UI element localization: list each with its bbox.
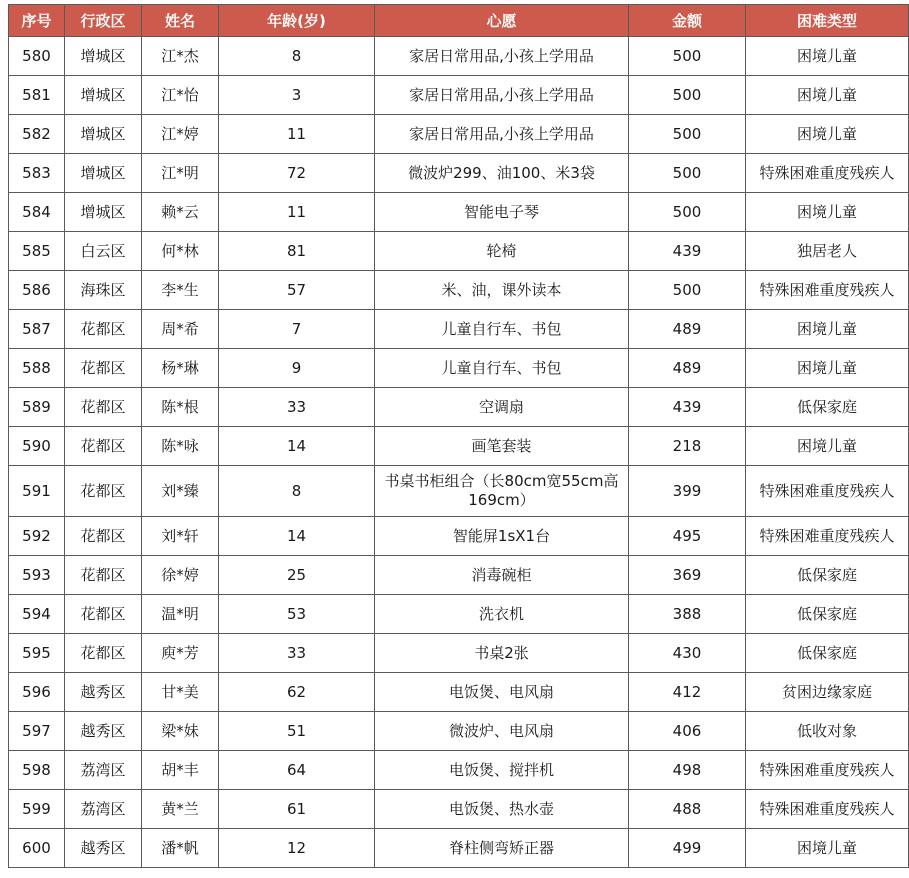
cell-index: 583 <box>9 154 65 193</box>
cell-name: 周*希 <box>142 310 219 349</box>
cell-amount: 500 <box>629 193 746 232</box>
cell-age: 14 <box>219 517 375 556</box>
cell-amount: 430 <box>629 634 746 673</box>
cell-age: 3 <box>219 76 375 115</box>
cell-district: 花都区 <box>65 310 142 349</box>
cell-district: 白云区 <box>65 232 142 271</box>
table-row <box>9 427 909 466</box>
cell-name: 江*明 <box>142 154 219 193</box>
cell-index: 589 <box>9 388 65 427</box>
cell-name: 庾*芳 <box>142 634 219 673</box>
cell-index: 582 <box>9 115 65 154</box>
cell-category: 独居老人 <box>746 232 909 271</box>
cell-category: 困境儿童 <box>746 193 909 232</box>
cell-index: 580 <box>9 37 65 76</box>
cell-wish: 书桌书柜组合（长80cm宽55cm高169cm） <box>375 466 629 517</box>
cell-name: 梁*妹 <box>142 712 219 751</box>
cell-category: 困境儿童 <box>746 37 909 76</box>
cell-amount: 495 <box>629 517 746 556</box>
table-row <box>9 37 909 76</box>
cell-index: 585 <box>9 232 65 271</box>
cell-wish: 洗衣机 <box>375 595 629 634</box>
cell-age: 53 <box>219 595 375 634</box>
cell-age: 9 <box>219 349 375 388</box>
cell-index: 586 <box>9 271 65 310</box>
cell-name: 江*婷 <box>142 115 219 154</box>
cell-wish: 电饭煲、搅拌机 <box>375 751 629 790</box>
cell-name: 陈*根 <box>142 388 219 427</box>
cell-district: 越秀区 <box>65 829 142 868</box>
cell-district: 荔湾区 <box>65 751 142 790</box>
cell-amount: 412 <box>629 673 746 712</box>
cell-category: 低保家庭 <box>746 556 909 595</box>
cell-age: 33 <box>219 634 375 673</box>
table-row <box>9 115 909 154</box>
cell-age: 8 <box>219 466 375 517</box>
table-row <box>9 271 909 310</box>
cell-amount: 500 <box>629 76 746 115</box>
cell-name: 徐*婷 <box>142 556 219 595</box>
cell-wish: 家居日常用品,小孩上学用品 <box>375 115 629 154</box>
cell-amount: 406 <box>629 712 746 751</box>
cell-age: 8 <box>219 37 375 76</box>
cell-amount: 498 <box>629 751 746 790</box>
cell-wish: 书桌2张 <box>375 634 629 673</box>
cell-wish: 微波炉299、油100、米3袋 <box>375 154 629 193</box>
cell-amount: 439 <box>629 388 746 427</box>
cell-category: 低保家庭 <box>746 634 909 673</box>
cell-district: 越秀区 <box>65 712 142 751</box>
cell-index: 593 <box>9 556 65 595</box>
header-row <box>9 5 909 37</box>
cell-wish: 电饭煲、热水壶 <box>375 790 629 829</box>
cell-name: 江*怡 <box>142 76 219 115</box>
cell-wish: 轮椅 <box>375 232 629 271</box>
col-header-age: 年龄(岁) <box>219 5 375 37</box>
cell-wish: 儿童自行车、书包 <box>375 349 629 388</box>
cell-age: 25 <box>219 556 375 595</box>
cell-age: 33 <box>219 388 375 427</box>
cell-amount: 439 <box>629 232 746 271</box>
cell-category: 特殊困难重度残疾人 <box>746 154 909 193</box>
cell-name: 刘*臻 <box>142 466 219 517</box>
cell-wish: 智能电子琴 <box>375 193 629 232</box>
cell-index: 592 <box>9 517 65 556</box>
cell-amount: 489 <box>629 349 746 388</box>
cell-category: 特殊困难重度残疾人 <box>746 517 909 556</box>
cell-amount: 399 <box>629 466 746 517</box>
table-row <box>9 193 909 232</box>
cell-amount: 488 <box>629 790 746 829</box>
cell-amount: 500 <box>629 37 746 76</box>
cell-index: 581 <box>9 76 65 115</box>
cell-index: 587 <box>9 310 65 349</box>
cell-age: 62 <box>219 673 375 712</box>
cell-category: 困境儿童 <box>746 427 909 466</box>
cell-district: 增城区 <box>65 154 142 193</box>
cell-name: 潘*帆 <box>142 829 219 868</box>
table-row <box>9 388 909 427</box>
cell-amount: 369 <box>629 556 746 595</box>
cell-age: 11 <box>219 193 375 232</box>
table-row <box>9 466 909 517</box>
cell-wish: 空调扇 <box>375 388 629 427</box>
cell-district: 花都区 <box>65 634 142 673</box>
cell-wish: 微波炉、电风扇 <box>375 712 629 751</box>
cell-amount: 388 <box>629 595 746 634</box>
cell-wish: 智能屏1sX1台 <box>375 517 629 556</box>
cell-age: 81 <box>219 232 375 271</box>
cell-category: 困境儿童 <box>746 829 909 868</box>
cell-name: 黄*兰 <box>142 790 219 829</box>
cell-index: 596 <box>9 673 65 712</box>
table-row <box>9 673 909 712</box>
table-row <box>9 556 909 595</box>
cell-name: 甘*美 <box>142 673 219 712</box>
table-row <box>9 349 909 388</box>
col-header-category: 困难类型 <box>746 5 909 37</box>
col-header-amount: 金额 <box>629 5 746 37</box>
cell-name: 赖*云 <box>142 193 219 232</box>
cell-age: 61 <box>219 790 375 829</box>
cell-district: 增城区 <box>65 193 142 232</box>
cell-category: 困境儿童 <box>746 310 909 349</box>
cell-name: 温*明 <box>142 595 219 634</box>
table-row <box>9 829 909 868</box>
cell-name: 李*生 <box>142 271 219 310</box>
col-header-wish: 心愿 <box>375 5 629 37</box>
cell-category: 特殊困难重度残疾人 <box>746 466 909 517</box>
table-row <box>9 517 909 556</box>
cell-index: 594 <box>9 595 65 634</box>
cell-age: 14 <box>219 427 375 466</box>
cell-index: 591 <box>9 466 65 517</box>
cell-district: 荔湾区 <box>65 790 142 829</box>
cell-category: 特殊困难重度残疾人 <box>746 790 909 829</box>
table-row <box>9 790 909 829</box>
cell-amount: 218 <box>629 427 746 466</box>
cell-district: 增城区 <box>65 115 142 154</box>
cell-index: 584 <box>9 193 65 232</box>
cell-index: 588 <box>9 349 65 388</box>
cell-district: 花都区 <box>65 556 142 595</box>
cell-name: 江*杰 <box>142 37 219 76</box>
cell-district: 增城区 <box>65 37 142 76</box>
cell-district: 越秀区 <box>65 673 142 712</box>
cell-amount: 489 <box>629 310 746 349</box>
cell-wish: 消毒碗柜 <box>375 556 629 595</box>
cell-category: 低保家庭 <box>746 388 909 427</box>
cell-age: 11 <box>219 115 375 154</box>
cell-index: 600 <box>9 829 65 868</box>
table-body <box>9 37 909 868</box>
cell-amount: 499 <box>629 829 746 868</box>
cell-district: 海珠区 <box>65 271 142 310</box>
cell-category: 贫困边缘家庭 <box>746 673 909 712</box>
cell-amount: 500 <box>629 154 746 193</box>
cell-wish: 家居日常用品,小孩上学用品 <box>375 76 629 115</box>
cell-index: 595 <box>9 634 65 673</box>
cell-index: 598 <box>9 751 65 790</box>
cell-age: 64 <box>219 751 375 790</box>
cell-district: 花都区 <box>65 517 142 556</box>
cell-age: 7 <box>219 310 375 349</box>
cell-district: 增城区 <box>65 76 142 115</box>
table-row <box>9 232 909 271</box>
cell-age: 12 <box>219 829 375 868</box>
cell-wish: 儿童自行车、书包 <box>375 310 629 349</box>
cell-name: 胡*丰 <box>142 751 219 790</box>
col-header-index: 序号 <box>9 5 65 37</box>
cell-name: 刘*轩 <box>142 517 219 556</box>
cell-district: 花都区 <box>65 466 142 517</box>
table-row <box>9 634 909 673</box>
cell-district: 花都区 <box>65 595 142 634</box>
cell-wish: 电饭煲、电风扇 <box>375 673 629 712</box>
cell-wish: 家居日常用品,小孩上学用品 <box>375 37 629 76</box>
table-row <box>9 154 909 193</box>
cell-name: 杨*琳 <box>142 349 219 388</box>
cell-district: 花都区 <box>65 349 142 388</box>
cell-category: 困境儿童 <box>746 76 909 115</box>
cell-category: 困境儿童 <box>746 349 909 388</box>
col-header-district: 行政区 <box>65 5 142 37</box>
cell-district: 花都区 <box>65 388 142 427</box>
table-row <box>9 751 909 790</box>
cell-age: 51 <box>219 712 375 751</box>
cell-age: 72 <box>219 154 375 193</box>
cell-name: 陈*咏 <box>142 427 219 466</box>
cell-category: 特殊困难重度残疾人 <box>746 751 909 790</box>
cell-wish: 画笔套装 <box>375 427 629 466</box>
cell-wish: 米、油，课外读本 <box>375 271 629 310</box>
table-row <box>9 712 909 751</box>
wish-table <box>8 4 909 868</box>
cell-name: 何*林 <box>142 232 219 271</box>
cell-index: 599 <box>9 790 65 829</box>
col-header-name: 姓名 <box>142 5 219 37</box>
table-row <box>9 310 909 349</box>
table-row <box>9 76 909 115</box>
cell-index: 597 <box>9 712 65 751</box>
cell-category: 低保家庭 <box>746 595 909 634</box>
cell-district: 花都区 <box>65 427 142 466</box>
cell-category: 特殊困难重度残疾人 <box>746 271 909 310</box>
table-row <box>9 595 909 634</box>
cell-age: 57 <box>219 271 375 310</box>
cell-wish: 脊柱侧弯矫正器 <box>375 829 629 868</box>
cell-index: 590 <box>9 427 65 466</box>
cell-category: 困境儿童 <box>746 115 909 154</box>
cell-amount: 500 <box>629 115 746 154</box>
cell-category: 低收对象 <box>746 712 909 751</box>
cell-amount: 500 <box>629 271 746 310</box>
